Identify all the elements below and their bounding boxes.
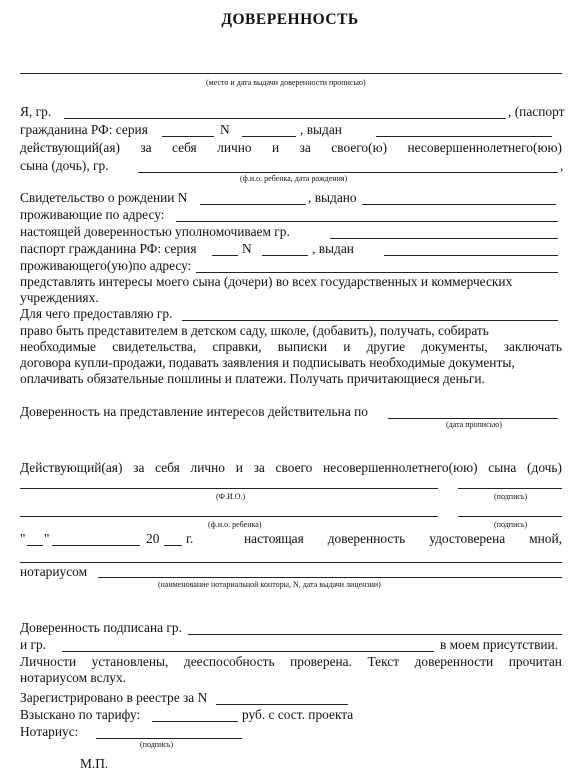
word: свидетельства, bbox=[112, 339, 197, 354]
rights-text-3: договора купли-продажи, подавать заявления и подписывать необходимые документы, bbox=[20, 355, 515, 370]
rights-text-1: право быть представителем в детском саду, школе, (добавить), получать, собирать bbox=[20, 323, 489, 338]
word: за bbox=[133, 460, 145, 475]
word: доверенности bbox=[414, 654, 494, 669]
read-aloud-text: нотариусом вслух. bbox=[20, 670, 127, 685]
birth-cert-issued-line bbox=[362, 204, 556, 205]
word: другие bbox=[366, 339, 406, 354]
principal-name-line bbox=[64, 118, 506, 119]
rights-text-2 bbox=[20, 339, 562, 355]
child-fio-caption: (ф.и.о. ребенка) bbox=[208, 520, 262, 529]
empower-label: настоящей доверенностью уполномочиваем гр. bbox=[20, 224, 290, 239]
passport-issued-line bbox=[376, 136, 552, 137]
word: выписки bbox=[277, 339, 327, 354]
signature-caption: (подпись) bbox=[494, 492, 528, 501]
passport-number-label: N bbox=[220, 122, 230, 137]
notary-sign-label: Нотариус: bbox=[20, 724, 79, 739]
word: заключать bbox=[503, 339, 562, 354]
word: себя bbox=[172, 140, 197, 155]
child-name-line bbox=[138, 172, 558, 173]
empower-line bbox=[330, 238, 558, 239]
word: несовершеннолетнего(юю) bbox=[407, 140, 562, 155]
purpose-label: Для чего предоставляю гр. bbox=[20, 306, 173, 321]
presence-text: в моем присутствии. bbox=[440, 637, 559, 652]
word: установлены, bbox=[91, 654, 169, 669]
word: мной, bbox=[529, 531, 562, 546]
represent-text-2: учреждениях. bbox=[20, 290, 99, 305]
residing-label: проживающие по адресу: bbox=[20, 207, 165, 222]
date-quote-close: " bbox=[44, 531, 50, 546]
notary-line-1 bbox=[20, 562, 562, 563]
day-line bbox=[27, 545, 43, 546]
passport-issued-label: , выдан bbox=[300, 122, 342, 137]
birth-cert-issued-label: , выдано bbox=[308, 190, 357, 205]
child-caption: (ф.и.о. ребенка, дата рождения) bbox=[240, 174, 348, 183]
word: необходимые bbox=[20, 339, 96, 354]
place-date-line bbox=[20, 73, 562, 74]
word: за bbox=[299, 140, 311, 155]
attorney-passport-label: паспорт гражданина РФ: серия bbox=[20, 241, 197, 256]
identity-text bbox=[20, 654, 562, 670]
word: Действующий(ая) bbox=[20, 460, 123, 475]
tariff-amount-line bbox=[152, 721, 238, 722]
year-prefix: 20 bbox=[146, 531, 160, 546]
notary-signature-caption: (подпись) bbox=[140, 740, 174, 749]
word: удостоверена bbox=[429, 531, 506, 546]
word: лично bbox=[190, 460, 225, 475]
word: своего bbox=[275, 460, 313, 475]
document-title: ДОВЕРЕННОСТЬ bbox=[221, 11, 359, 28]
year-line bbox=[164, 545, 182, 546]
word: документы, bbox=[421, 339, 488, 354]
rights-text-4: оплачивать обязательные пошлины и платежи. Получать причитающиеся деньги. bbox=[20, 371, 485, 386]
validity-date-line bbox=[388, 418, 558, 419]
word: лично bbox=[217, 140, 252, 155]
word: настоящая bbox=[244, 531, 304, 546]
acting-for-child-line bbox=[20, 140, 562, 156]
month-line bbox=[52, 545, 140, 546]
tariff-label: Взыскано по тарифу: bbox=[20, 707, 141, 722]
word: действующий(ая) bbox=[20, 140, 120, 155]
validity-text: Доверенность на представление интересов действительна по bbox=[20, 404, 368, 419]
principal-line1-end: , (паспорт bbox=[508, 104, 565, 119]
word: своего(ю) bbox=[331, 140, 388, 155]
tariff-suffix: руб. с сост. проекта bbox=[242, 707, 354, 722]
attorney-residing-label: проживающего(ую)по адресу: bbox=[20, 258, 192, 273]
attorney-number-label: N bbox=[242, 241, 252, 256]
notary-line-2 bbox=[98, 577, 562, 578]
seal-label: М.П. bbox=[80, 756, 109, 771]
word: несовершеннолетнего(юю) bbox=[323, 460, 478, 475]
signature-line-2 bbox=[458, 516, 562, 517]
child-fio-line bbox=[20, 516, 438, 517]
signature-caption-2: (подпись) bbox=[494, 520, 528, 529]
attorney-residing-line bbox=[196, 272, 558, 273]
word: справки, bbox=[212, 339, 262, 354]
word: за bbox=[140, 140, 152, 155]
notary-label: нотариусом bbox=[20, 564, 88, 579]
certified-text bbox=[244, 531, 562, 547]
represent-text-1: представлять интересы моего сына (дочери) во всех государственных и коммерческих bbox=[20, 274, 513, 289]
notary-signature-line bbox=[96, 738, 242, 739]
year-suffix: г. bbox=[186, 531, 194, 546]
fio-caption: (Ф.И.О.) bbox=[216, 492, 246, 501]
word: и bbox=[272, 140, 280, 155]
child-label: сына (дочь), гр. bbox=[20, 158, 109, 173]
word: Текст bbox=[367, 654, 400, 669]
passport-series-line bbox=[162, 136, 214, 137]
birth-cert-label: Свидетельство о рождении N bbox=[20, 190, 188, 205]
signature-line bbox=[458, 488, 562, 489]
word: Личности bbox=[20, 654, 77, 669]
word: проверена. bbox=[290, 654, 352, 669]
principal-line1-start: Я, гр. bbox=[20, 104, 52, 119]
attorney-number-line bbox=[262, 255, 308, 256]
registered-label: Зарегистрировано в реестре за N bbox=[20, 690, 208, 705]
validity-caption: (дата прописью) bbox=[446, 420, 502, 429]
child-line-end: , bbox=[560, 158, 564, 173]
residing-line bbox=[176, 221, 558, 222]
word: и bbox=[235, 460, 243, 475]
attorney-issued-line bbox=[384, 255, 558, 256]
word: и bbox=[343, 339, 351, 354]
word: доверенность bbox=[327, 531, 406, 546]
word: дееспособность bbox=[183, 654, 275, 669]
birth-cert-number-line bbox=[200, 204, 306, 205]
fio-line bbox=[20, 488, 438, 489]
signed-and-label: и гр. bbox=[20, 637, 47, 652]
purpose-line bbox=[182, 320, 558, 321]
notary-caption: (наименование нотариальной конторы, N, дата выдачи лицензии) bbox=[158, 580, 381, 589]
attorney-series-line bbox=[212, 255, 238, 256]
word: прочитан bbox=[508, 654, 562, 669]
acting-line bbox=[20, 460, 562, 476]
word: (дочь) bbox=[527, 460, 562, 475]
passport-number-line bbox=[242, 136, 296, 137]
signed-second-line bbox=[62, 651, 434, 652]
signed-name-line bbox=[188, 634, 562, 635]
passport-series-label: гражданина РФ: серия bbox=[20, 122, 148, 137]
date-quote-open: " bbox=[20, 531, 26, 546]
place-date-caption: (место и дата выдачи доверенности прописью) bbox=[206, 78, 366, 87]
signed-label: Доверенность подписана гр. bbox=[20, 620, 182, 635]
word: за bbox=[253, 460, 265, 475]
registry-number-line bbox=[216, 704, 348, 705]
word: сына bbox=[488, 460, 517, 475]
attorney-issued-label: , выдан bbox=[312, 241, 354, 256]
word: себя bbox=[155, 460, 180, 475]
